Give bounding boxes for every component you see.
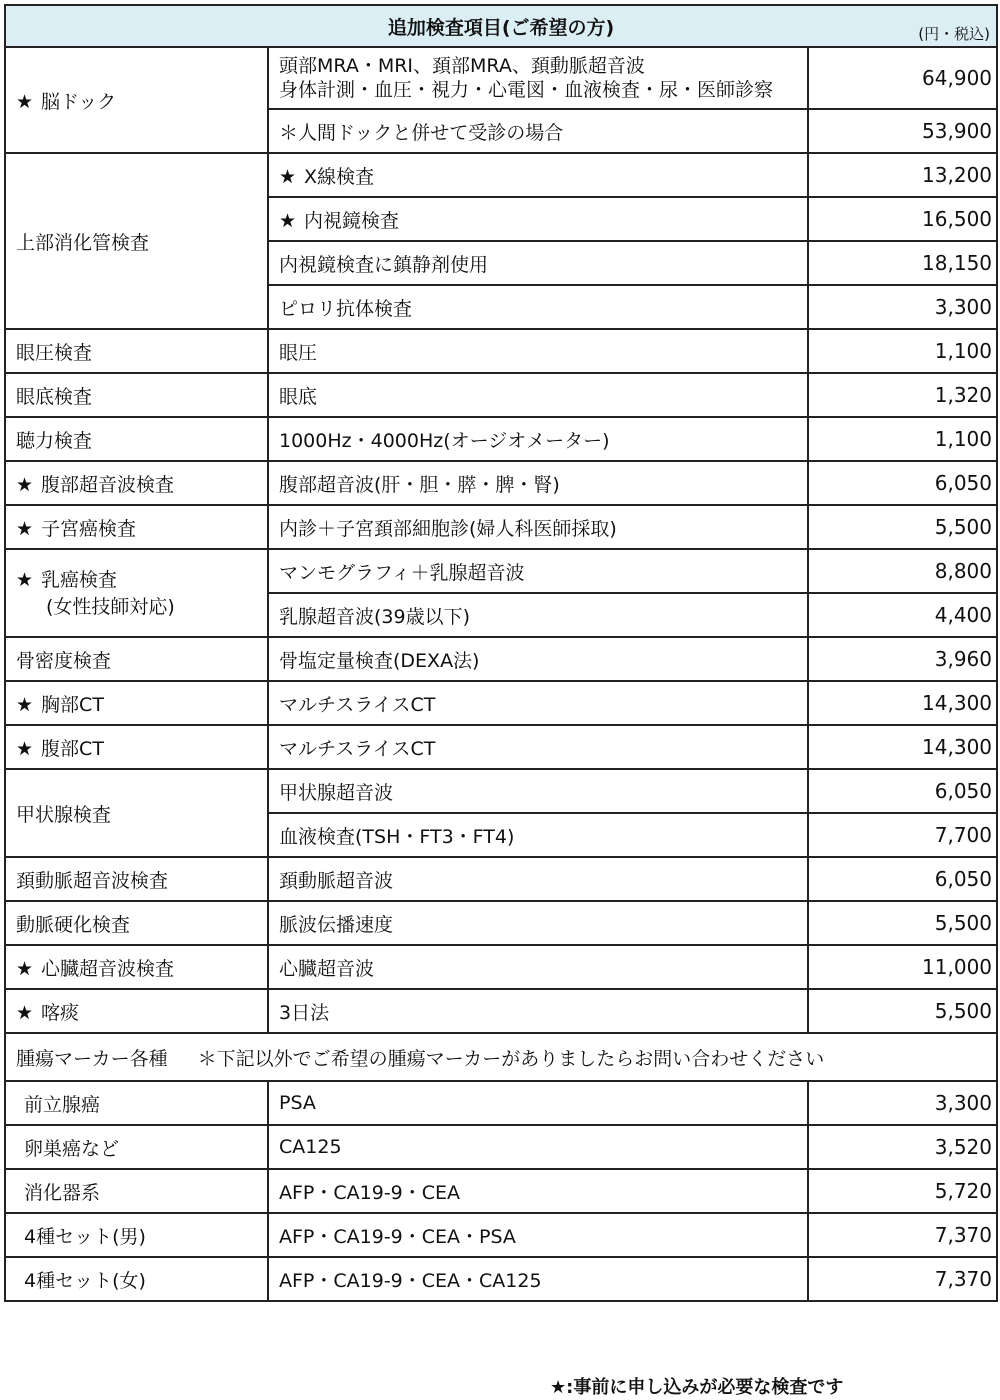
- item-label: 頭部MRA・MRI、頚部MRA、頚動脈超音波: [279, 55, 645, 77]
- table-row: [5, 505, 997, 549]
- tumor-marker-note: ＊下記以外でご希望の腫瘍マーカーがありましたらお問い合わせください: [197, 1047, 825, 1070]
- category-cell: 4種セット(男): [5, 1213, 268, 1257]
- star-mark: ★: [16, 568, 34, 591]
- price-cell: 6,050: [808, 461, 997, 505]
- item-cell: マルチスライスCT: [268, 681, 808, 725]
- table-row: [5, 373, 997, 417]
- price-cell: 5,720: [808, 1169, 997, 1213]
- table-row: [5, 1257, 997, 1301]
- category-label: 胸部CT: [41, 693, 104, 716]
- star-mark: ★: [279, 165, 297, 188]
- star-mark: ★: [279, 209, 297, 232]
- item-cell: 腹部超音波(肝・胆・膵・脾・腎): [268, 461, 808, 505]
- item-cell: 甲状腺超音波: [268, 769, 808, 813]
- item-cell: マンモグラフィ＋乳腺超音波: [268, 549, 808, 593]
- price-cell: 6,050: [808, 769, 997, 813]
- table-row: [5, 1169, 997, 1213]
- table-row: [5, 1081, 997, 1125]
- category-cell: [5, 681, 268, 725]
- price-cell: 6,050: [808, 857, 997, 901]
- price-cell: 3,300: [808, 1081, 997, 1125]
- item-cell: 眼圧: [268, 329, 808, 373]
- table-row: [5, 857, 997, 901]
- category-cell: [5, 725, 268, 769]
- item-cell: 心臓超音波: [268, 945, 808, 989]
- category-cell: [5, 549, 268, 637]
- category-label: 心臓超音波検査: [41, 957, 175, 980]
- item-cell: 脈波伝播速度: [268, 901, 808, 945]
- category-cell: 頚動脈超音波検査: [5, 857, 268, 901]
- category-cell: 骨密度検査: [5, 637, 268, 681]
- exam-price-table: [4, 4, 998, 1302]
- star-mark: ★: [16, 1001, 34, 1024]
- price-cell: 7,370: [808, 1257, 997, 1301]
- category-cell: 4種セット(女): [5, 1257, 268, 1301]
- item-cell: ピロリ抗体検査: [268, 285, 808, 329]
- tumor-marker-heading: 腫瘍マーカー各種: [16, 1047, 168, 1070]
- item-cell: ＊人間ドックと併せて受診の場合: [268, 109, 808, 153]
- price-cell: 14,300: [808, 681, 997, 725]
- category-cell: 動脈硬化検査: [5, 901, 268, 945]
- item-cell: AFP・CA19-9・CEA・PSA: [268, 1213, 808, 1257]
- star-mark: ★: [16, 957, 34, 980]
- table-row: [5, 945, 997, 989]
- table-row: [5, 549, 997, 593]
- table-row: [5, 1213, 997, 1257]
- item-cell: 内視鏡検査に鎮静剤使用: [268, 241, 808, 285]
- category-label: 腹部CT: [41, 737, 104, 760]
- item-cell: 血液検査(TSH・FT3・FT4): [268, 813, 808, 857]
- price-cell: 5,500: [808, 901, 997, 945]
- item-cell: 3日法: [268, 989, 808, 1033]
- price-cell: 1,320: [808, 373, 997, 417]
- category-label: 腹部超音波検査: [41, 473, 175, 496]
- category-cell: [5, 989, 268, 1033]
- price-cell: 8,800: [808, 549, 997, 593]
- item-cell: [268, 197, 808, 241]
- item-cell: 頚動脈超音波: [268, 857, 808, 901]
- category-cell: [5, 461, 268, 505]
- price-cell: 3,300: [808, 285, 997, 329]
- price-cell: 4,400: [808, 593, 997, 637]
- star-mark: ★: [16, 693, 34, 716]
- table-title: 追加検査項目(ご希望の方): [387, 16, 615, 39]
- item-cell: 眼底: [268, 373, 808, 417]
- table-row: [5, 153, 997, 197]
- price-cell: 5,500: [808, 505, 997, 549]
- category-cell: 眼圧検査: [5, 329, 268, 373]
- footer-note: ★:事前に申し込みが必要な検査です: [550, 1377, 844, 1398]
- price-cell: 5,500: [808, 989, 997, 1033]
- item-cell: 骨塩定量検査(DEXA法): [268, 637, 808, 681]
- item-cell: CA125: [268, 1125, 808, 1169]
- item-label: 内視鏡検査: [304, 209, 400, 232]
- table-row: [5, 989, 997, 1033]
- category-label: 脳ドック: [41, 90, 117, 113]
- category-cell: 消化器系: [5, 1169, 268, 1213]
- category-cell: [5, 945, 268, 989]
- price-cell: 1,100: [808, 329, 997, 373]
- table-row: [5, 47, 997, 109]
- item-cell: AFP・CA19-9・CEA: [268, 1169, 808, 1213]
- table-row: [5, 725, 997, 769]
- table-row: [5, 461, 997, 505]
- unit-label: (円・税込): [918, 25, 991, 43]
- table-row: [5, 417, 997, 461]
- category-cell: 前立腺癌: [5, 1081, 268, 1125]
- item-cell: マルチスライスCT: [268, 725, 808, 769]
- price-cell: 11,000: [808, 945, 997, 989]
- price-cell: 18,150: [808, 241, 997, 285]
- item-label: 身体計測・血圧・視力・心電図・血液検査・尿・医師診察: [279, 79, 774, 101]
- category-cell: 聴力検査: [5, 417, 268, 461]
- category-cell: 甲状腺検査: [5, 769, 268, 857]
- category-note: (女性技師対応): [46, 595, 175, 618]
- tumor-marker-heading-row: [5, 1033, 997, 1081]
- item-cell: 1000Hz・4000Hz(オージオメーター): [268, 417, 808, 461]
- category-cell: 上部消化管検査: [5, 153, 268, 329]
- category-cell: [5, 505, 268, 549]
- item-cell: PSA: [268, 1081, 808, 1125]
- price-cell: 16,500: [808, 197, 997, 241]
- table-row: [5, 769, 997, 813]
- category-label: 乳癌検査: [41, 568, 118, 591]
- header-cell: [5, 5, 997, 47]
- table-row: [5, 329, 997, 373]
- tumor-marker-heading-cell: [5, 1033, 997, 1081]
- price-cell: 64,900: [808, 47, 997, 109]
- price-cell: 1,100: [808, 417, 997, 461]
- category-cell: [5, 47, 268, 153]
- table-header: [5, 5, 997, 47]
- item-label: X線検査: [304, 165, 375, 188]
- star-mark: ★: [16, 90, 34, 113]
- price-cell: 14,300: [808, 725, 997, 769]
- item-cell: AFP・CA19-9・CEA・CA125: [268, 1257, 808, 1301]
- price-cell: 53,900: [808, 109, 997, 153]
- star-mark: ★: [16, 517, 34, 540]
- table-row: [5, 681, 997, 725]
- category-label: 喀痰: [41, 1001, 80, 1024]
- category-cell: 眼底検査: [5, 373, 268, 417]
- star-mark: ★: [16, 737, 34, 760]
- category-label: 子宮癌検査: [41, 517, 137, 540]
- star-mark: ★: [16, 473, 34, 496]
- price-cell: 13,200: [808, 153, 997, 197]
- price-cell: 3,960: [808, 637, 997, 681]
- price-cell: 3,520: [808, 1125, 997, 1169]
- price-cell: 7,370: [808, 1213, 997, 1257]
- table-row: [5, 1125, 997, 1169]
- item-cell: 乳腺超音波(39歳以下): [268, 593, 808, 637]
- item-cell: [268, 47, 808, 109]
- category-cell: 卵巣癌など: [5, 1125, 268, 1169]
- table-row: [5, 637, 997, 681]
- item-cell: [268, 153, 808, 197]
- price-sheet: [4, 4, 996, 1302]
- table-row: [5, 901, 997, 945]
- price-cell: 7,700: [808, 813, 997, 857]
- item-cell: 内診＋子宮頚部細胞診(婦人科医師採取): [268, 505, 808, 549]
